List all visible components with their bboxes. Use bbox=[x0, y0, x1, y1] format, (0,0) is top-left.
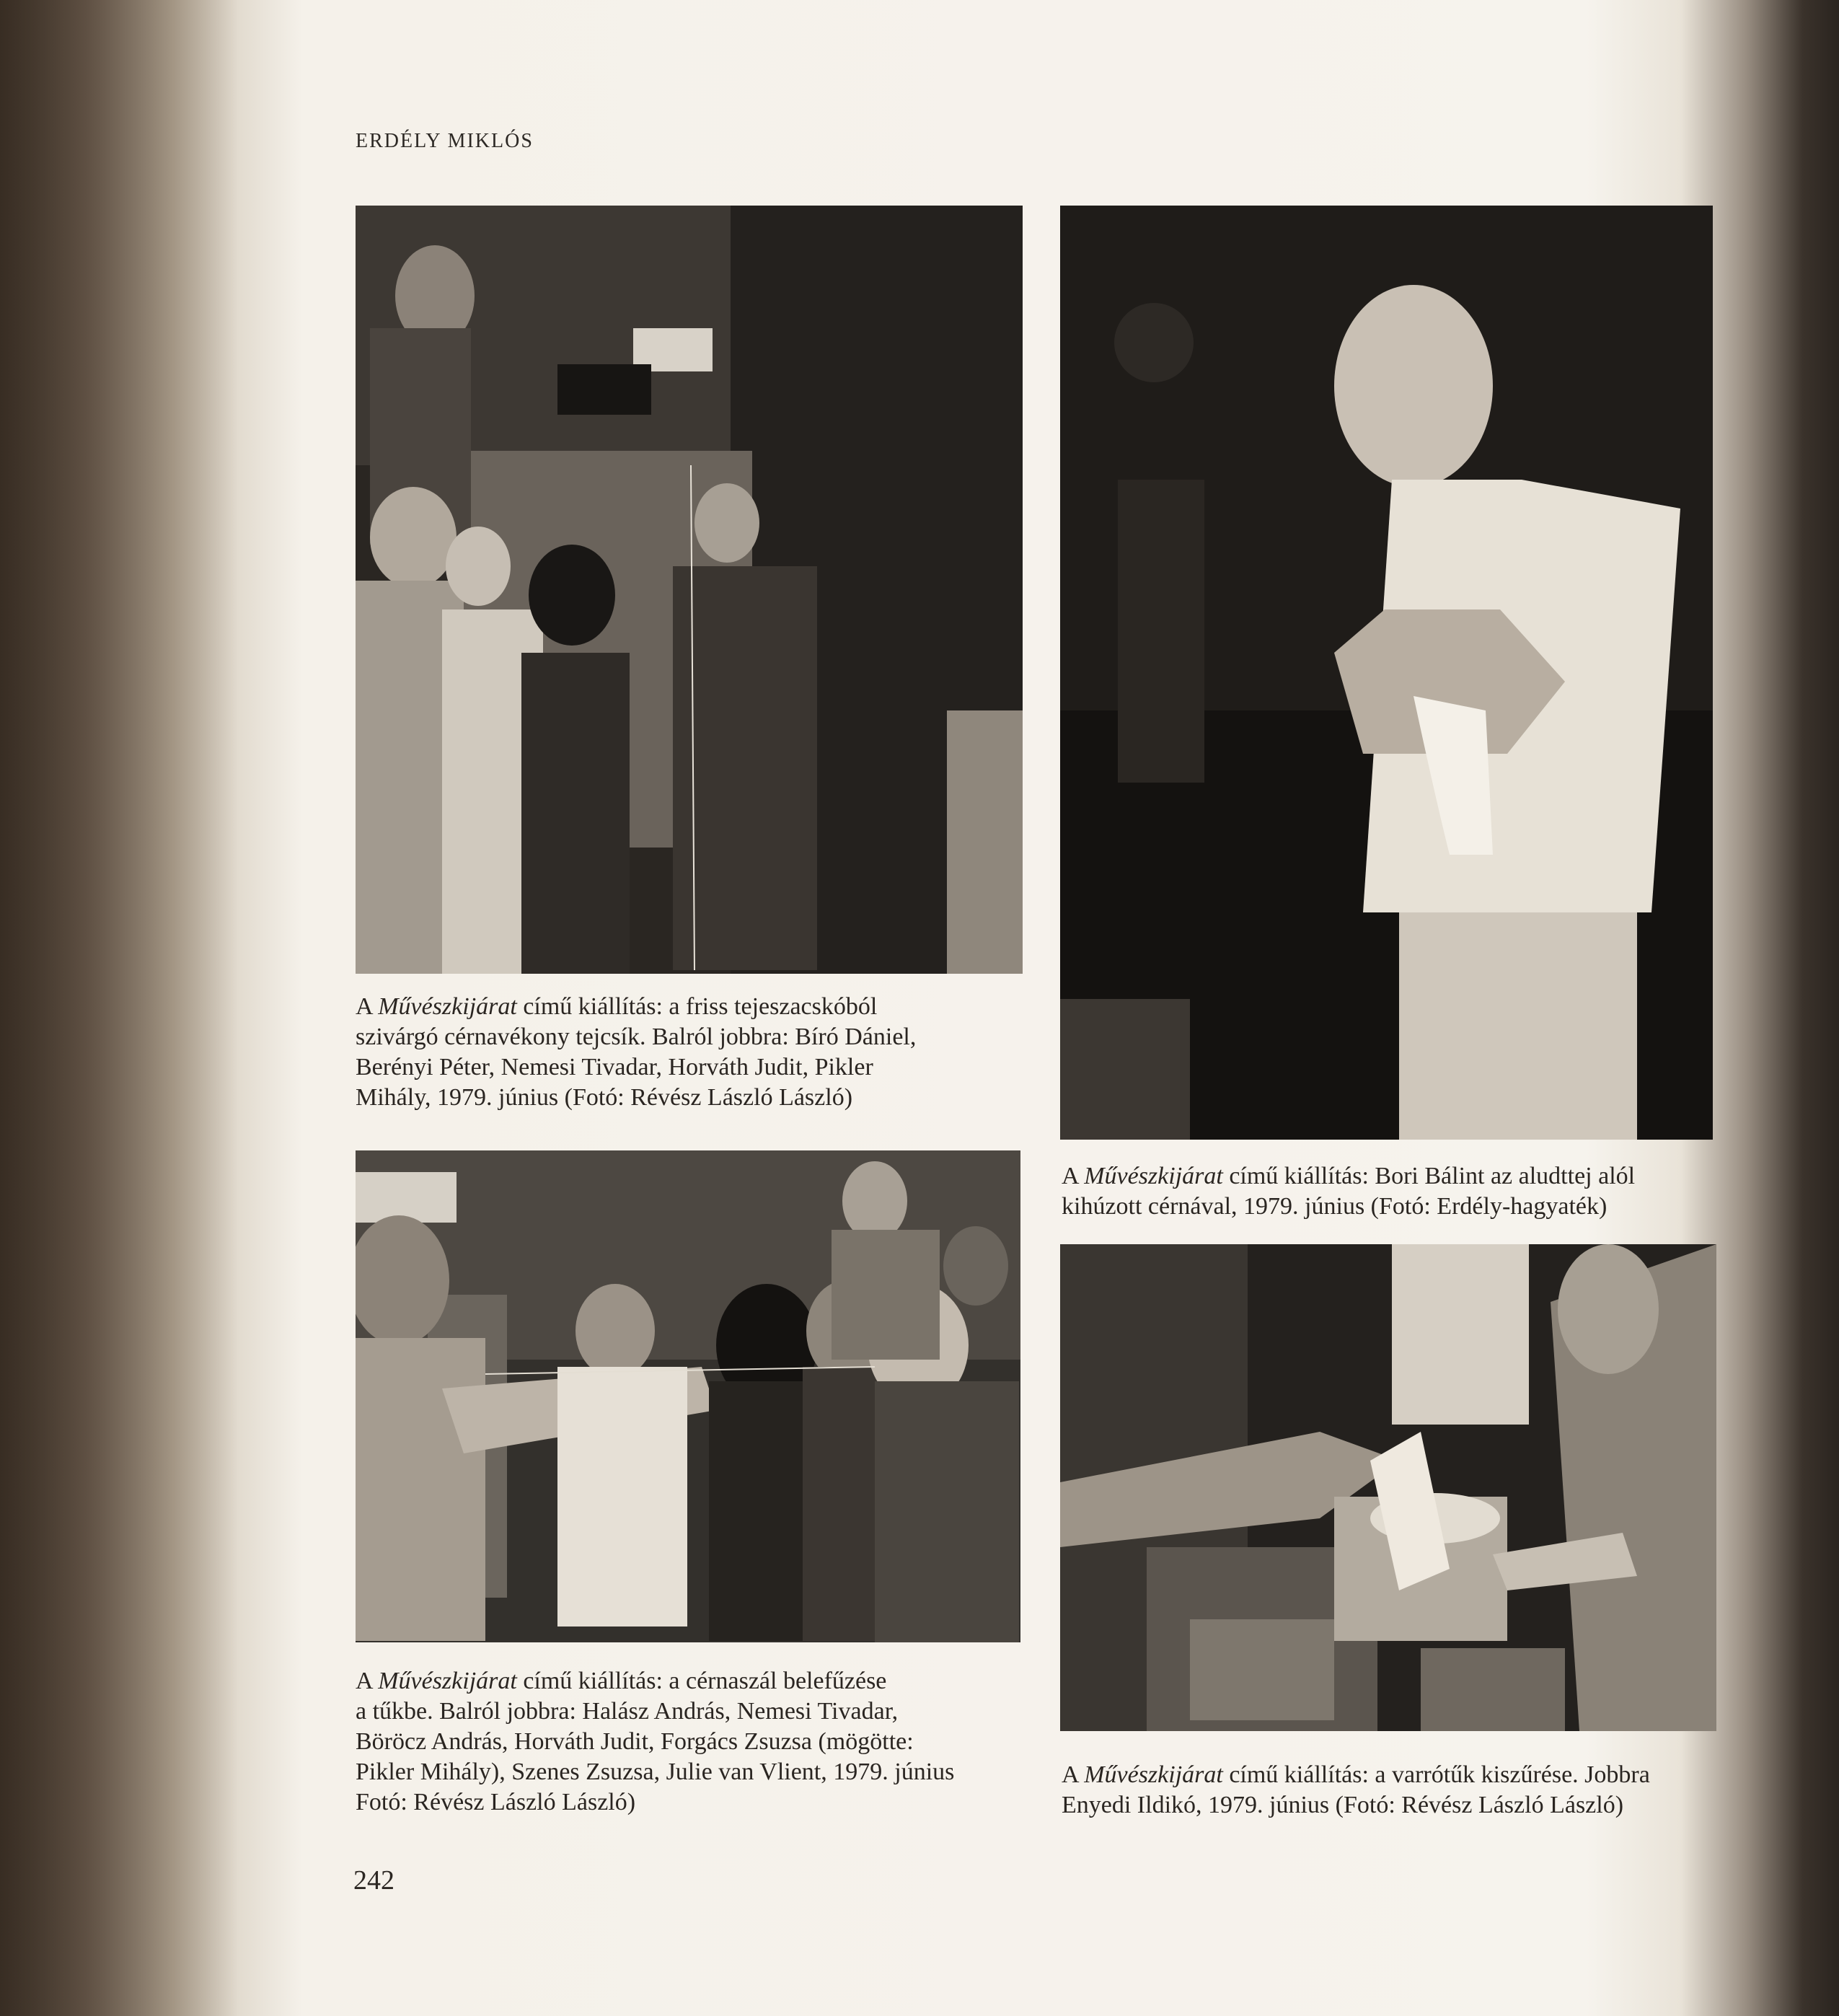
caption-prefix: A bbox=[356, 1668, 379, 1694]
caption-line: című kiállítás: a cérnaszál belefűzése bbox=[516, 1668, 887, 1694]
caption-photo-4 bbox=[1062, 1760, 1711, 1821]
page-number: 242 bbox=[353, 1865, 394, 1896]
photo-bori-balint-with-thread bbox=[1060, 206, 1713, 1140]
caption-prefix: A bbox=[356, 993, 379, 1020]
photo-threading-needles bbox=[356, 1150, 1020, 1642]
exhibition-title: Művészkijárat bbox=[378, 1668, 517, 1694]
caption-line: a tűkbe. Balról jobbra: Halász András, Nemesi Tivadar, bbox=[356, 1698, 899, 1725]
caption-photo-2 bbox=[1062, 1161, 1711, 1222]
caption-prefix: A bbox=[1062, 1163, 1085, 1189]
caption-line: Berényi Péter, Nemesi Tivadar, Horváth Judit, Pikler bbox=[356, 1054, 873, 1080]
caption-line: című kiállítás: Bori Bálint az aludttej alól bbox=[1222, 1163, 1636, 1189]
exhibition-title: Művészkijárat bbox=[1084, 1761, 1223, 1788]
caption-line: című kiállítás: a varrótűk kiszűrése. Jobbra bbox=[1222, 1761, 1650, 1788]
photo-group-at-exhibition bbox=[356, 206, 1023, 974]
photo-filtering-needles bbox=[1060, 1244, 1716, 1731]
caption-line: Fotó: Révész László László) bbox=[356, 1789, 636, 1815]
exhibition-title: Művészkijárat bbox=[1084, 1163, 1223, 1189]
caption-line: című kiállítás: a friss tejeszacskóból bbox=[516, 993, 878, 1020]
caption-line: Mihály, 1979. június (Fotó: Révész László László) bbox=[356, 1084, 853, 1111]
caption-prefix: A bbox=[1062, 1761, 1085, 1788]
caption-photo-3 bbox=[356, 1666, 1026, 1818]
caption-line: kihúzott cérnával, 1979. június (Fotó: Erdély-hagyaték) bbox=[1062, 1193, 1608, 1220]
caption-line: Böröcz András, Horváth Judit, Forgács Zsuzsa (mögötte: bbox=[356, 1728, 914, 1755]
exhibition-title: Művészkijárat bbox=[378, 993, 517, 1020]
gutter-shadow bbox=[0, 0, 238, 2016]
caption-line: szivárgó cérnavékony tejcsík. Balról jobbra: Bíró Dániel, bbox=[356, 1024, 917, 1050]
caption-line: Pikler Mihály), Szenes Zsuzsa, Julie van Vlient, 1979. június bbox=[356, 1759, 955, 1785]
caption-line: Enyedi Ildikó, 1979. június (Fotó: Révész László László) bbox=[1062, 1792, 1624, 1818]
caption-photo-1 bbox=[356, 992, 1026, 1113]
running-head: ERDÉLY MIKLÓS bbox=[356, 130, 534, 152]
